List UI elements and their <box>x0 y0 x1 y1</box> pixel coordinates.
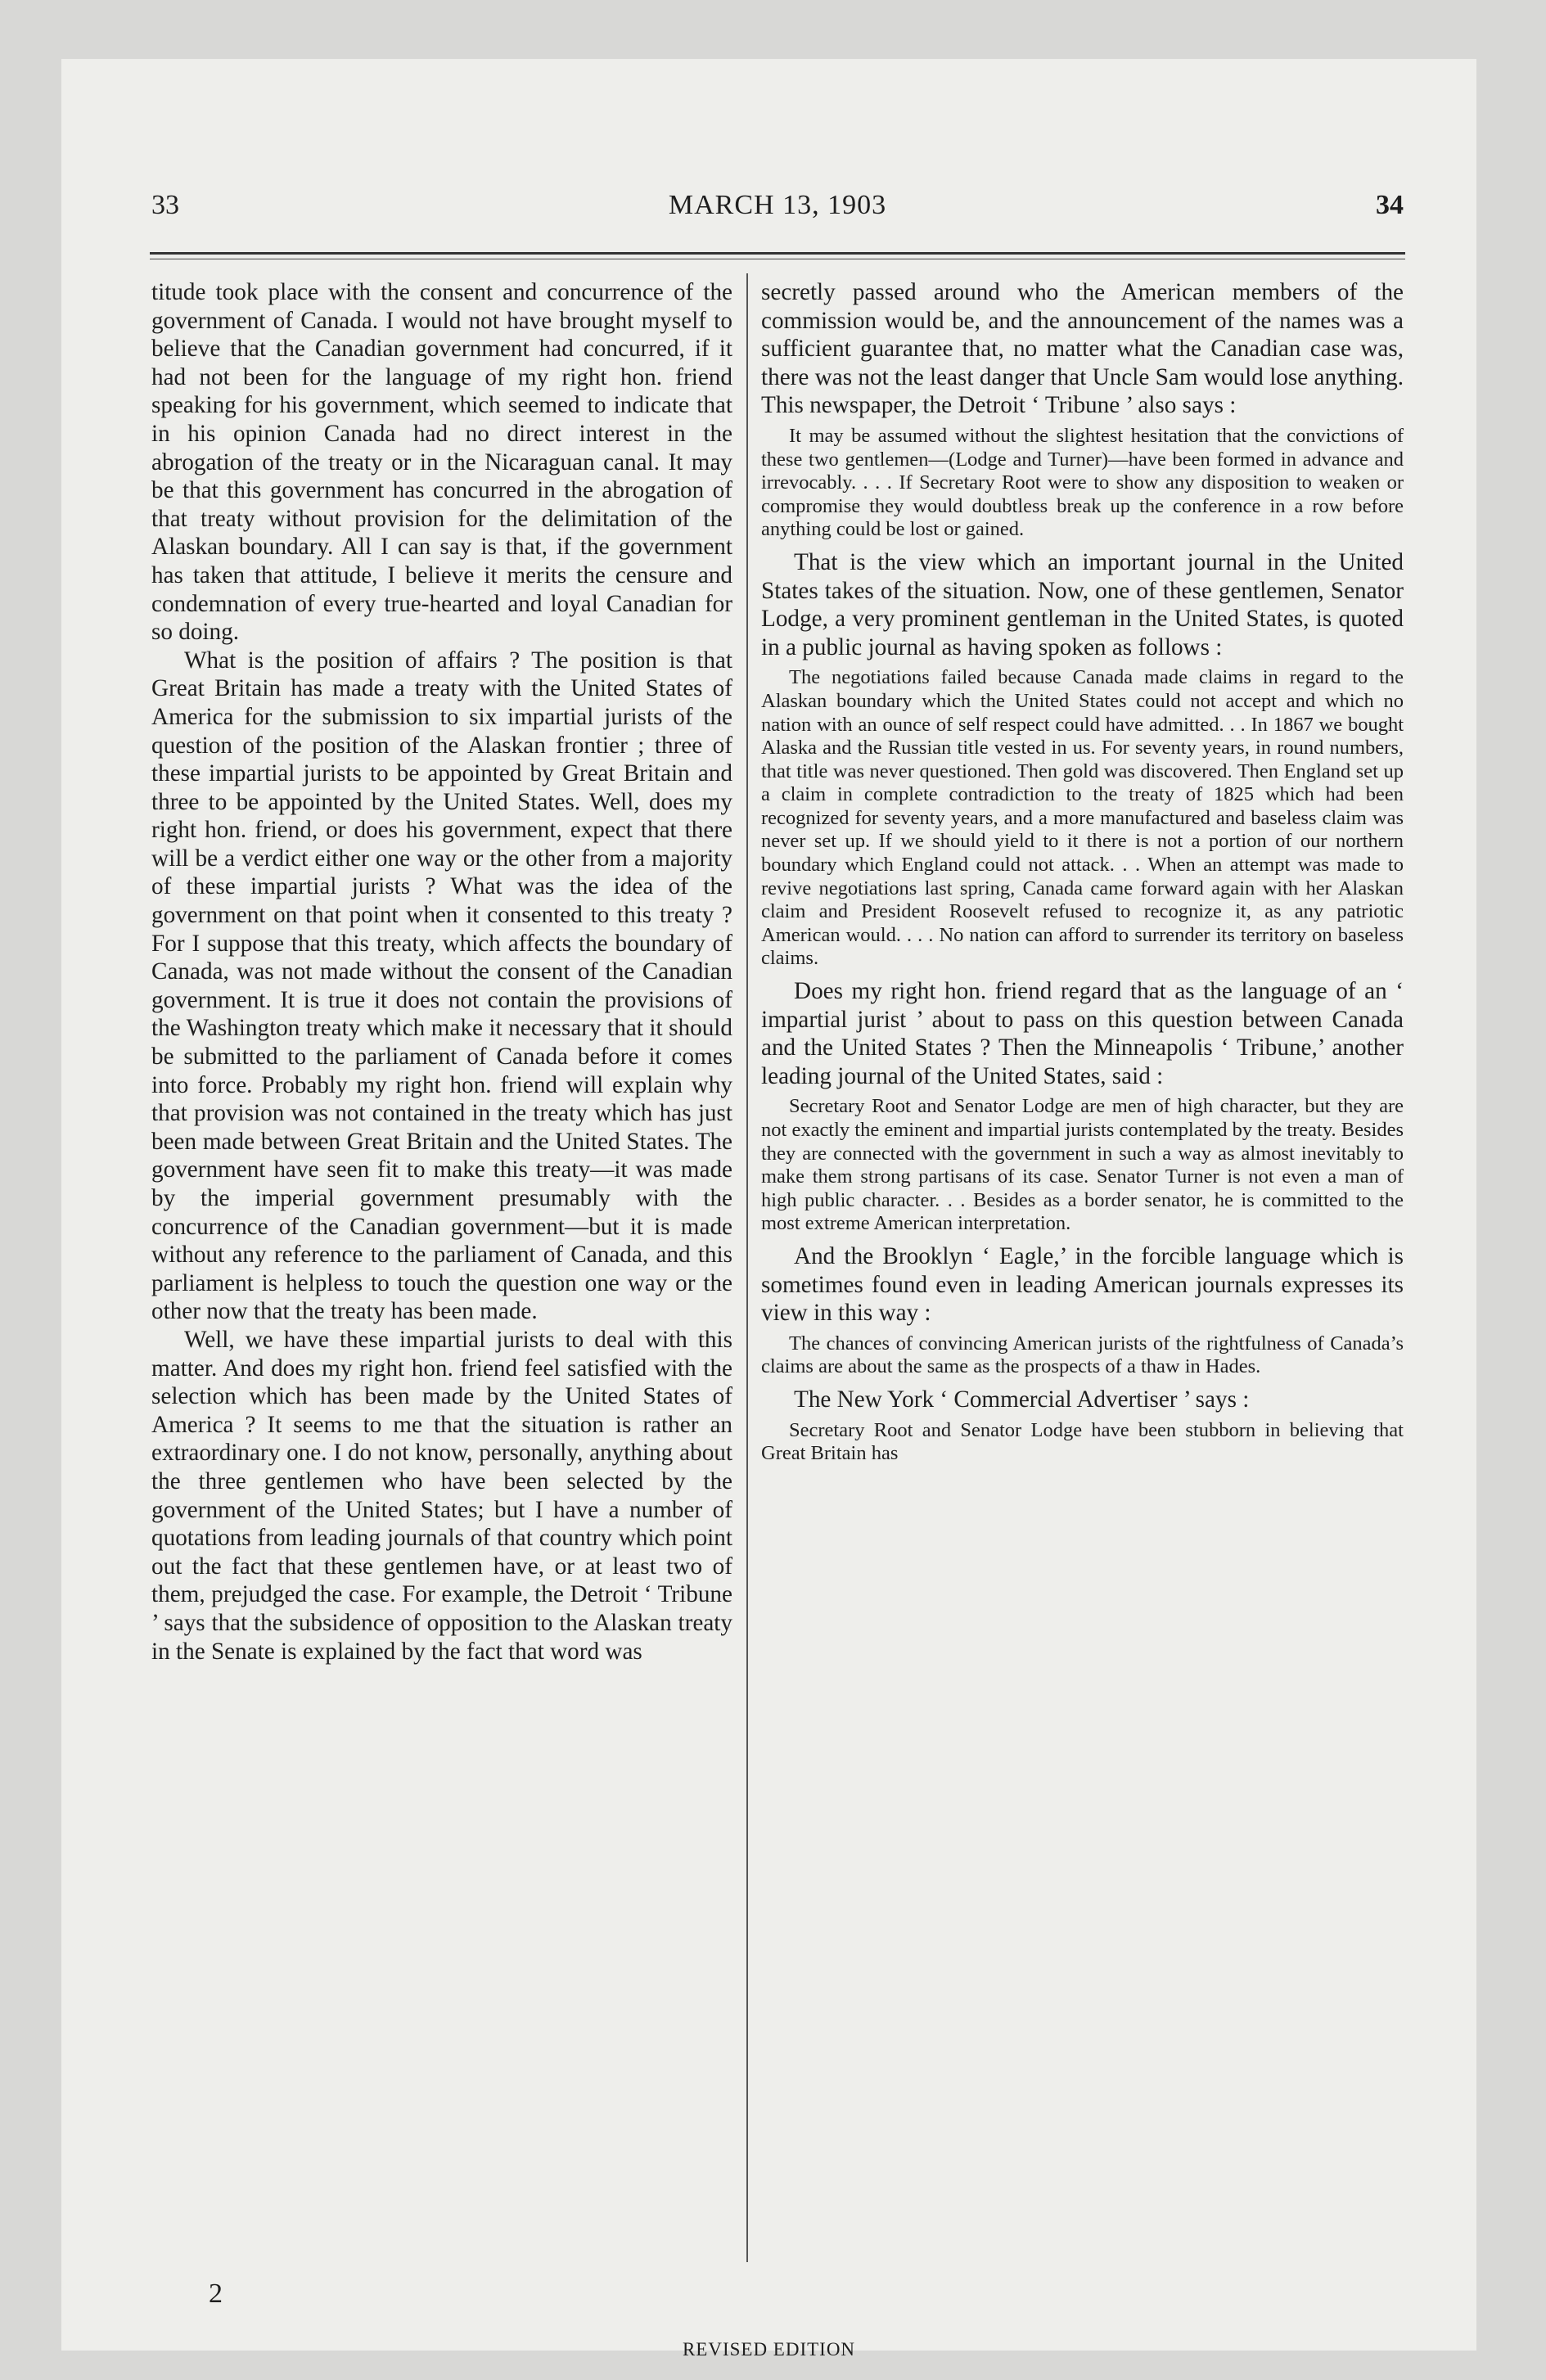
left-paragraph: Well, we have these impartial jurists to deal with this matter. And does my right hon. friend feel satisfied with the selection which has been made by the United States of America ? It seems to me that the situation is rather an extraordinary one. I do not know, personally, anything about the three gentlemen who have been selected by the government of the United States; but I have a number of quotations from leading journals of that country which point out the fact that these gentlemen have, or at least two of them, prejudged the case. For example, the Detroit ‘ Tribune ’ says that the subsidence of opposition to the Alaskan treaty in the Senate is explained by the fact that word was <box>151 1326 732 1665</box>
folio-number: 2 <box>209 2279 223 2309</box>
page-date: MARCH 13, 1903 <box>668 190 887 220</box>
right-paragraph: The New York ‘ Commercial Advertiser ’ says : <box>794 1386 1250 1413</box>
quoted-extract: Secretary Root and Senator Lodge are men of high character, but they are not exactly the eminent and impartial jurists contemplated by the treaty. Besides they are connected with the government in such a way as almost inevitably to make them strong partisans of its case. Senator Turner is not even a man of high public character. . . Besides as a border senator, he is committed to the most extreme American interpretation. <box>761 1095 1404 1235</box>
column-divider <box>746 273 748 2262</box>
quoted-extract: It may be assumed without the slightest hesitation that the convictions of these two gentlemen—(Lodge and Turner)—have been formed in advance and irrevocably. . . . If Secretary Root were to show any disposition to weaken or compromise they would doubtless break up the conference in a row before anything could be lost or gained. <box>761 424 1404 541</box>
quoted-extract: The negotiations failed because Canada made claims in regard to the Alaskan boundary which the United States could not accept and which no nation with an ounce of self respect could have admitted. . . In 1867 we bought Alaska and the Russian title vested in us. For seventy years, in round numbers, that title was never questioned. Then gold was discovered. Then England set up a claim in complete contradiction to the treaty of 1825 which had been recognized for seventy years, and a more manufactured and baseless claim was never set up. If we should yield to it there is not a portion of our northern boundary which England could not attack. . . When an attempt was made to revive negotiations last spring, Canada came forward again with her Alaskan claim and President Roosevelt refused to recognize it, as any patriotic American would. . . . No nation can afford to surrender its territory on baseless claims. <box>761 666 1404 970</box>
left-column <box>151 278 732 1666</box>
right-column <box>761 278 1404 1472</box>
edition-footer: REVISED EDITION <box>682 2339 856 2360</box>
right-paragraph: And the Brooklyn ‘ Eagle,’ in the forcible language which is sometimes found even in leading American journals expresses its view in this way : <box>761 1242 1404 1327</box>
quoted-extract: The chances of convincing American jurists of the rightfulness of Canada’s claims are about the same as the prospects of a thaw in Hades. <box>761 1332 1404 1378</box>
page-number-right: 34 <box>1376 190 1404 220</box>
right-paragraph: Does my right hon. friend regard that as the language of an ‘ impartial jurist ’ about to pass on this question between Canada and the United States ? Then the Minneapolis ‘ Tribune,’ another leading journal of the United States, said : <box>761 978 1404 1089</box>
left-paragraph: titude took place with the consent and concurrence of the government of Canada. I would not have brought myself to believe that the Canadian government had concurred, if it had not been for the language of my right hon. friend speaking for his government, which seemed to indicate that in his opinion Canada had no direct interest in the abrogation of the treaty or in the Nicaraguan canal. It may be that this government has concurred in the abrogation of that treaty without provision for the delimitation of the Alaskan boundary. All I can say is that, if the government has taken that attitude, I believe it merits the censure and condemnation of every true-hearted and loyal Canadian for so doing. <box>151 279 732 646</box>
left-paragraph: What is the position of affairs ? The position is that Great Britain has made a treaty with the United States of America for the submission to six impartial jurists of the question of the position of the Alaskan frontier ; three of these impartial jurists to be appointed by Great Britain and three to be appointed by the United States. Well, does my right hon. friend, or does his government, expect that there will be a verdict either one way or the other from a majority of these impartial jurists ? What was the idea of the government on that point when it consented to this treaty ? For I suppose that this treaty, which affects the boundary of Canada, was not made without the consent of the Canadian government. It is true it does not contain the provisions of the Washington treaty which make it necessary that it should be submitted to the parliament of Canada before it comes into force. Probably my right hon. friend will explain why that provision was not contained in the treaty which has just been made between Great Britain and the United States. The government have seen fit to make this treaty—it was made by the imperial government presumably with the concurrence of the Canadian government—but it is made without any reference to the parliament of Canada, and this parliament is helpless to touch the question one way or the other now that the treaty has been made. <box>151 647 732 1325</box>
right-paragraph: That is the view which an important journal in the United States takes of the situation. Now, one of these gentlemen, Senator Lodge, a very prominent gentleman in the United States, is quoted in a public journal as having spoken as follows : <box>761 548 1404 660</box>
page <box>61 59 1476 2360</box>
page-number-left: 33 <box>151 190 179 220</box>
header-rule-thick <box>150 252 1405 255</box>
page-header <box>151 190 1404 239</box>
right-paragraph: secretly passed around who the American members of the commission would be, and the announcement of the names was a sufficient guarantee that, no matter what the Canadian case was, there was not the least danger that Uncle Sam would lose anything. This newspaper, the Detroit ‘ Tribune ’ also says : <box>761 279 1404 419</box>
quoted-extract: Secretary Root and Senator Lodge have been stubborn in believing that Great Britain has <box>761 1418 1404 1465</box>
